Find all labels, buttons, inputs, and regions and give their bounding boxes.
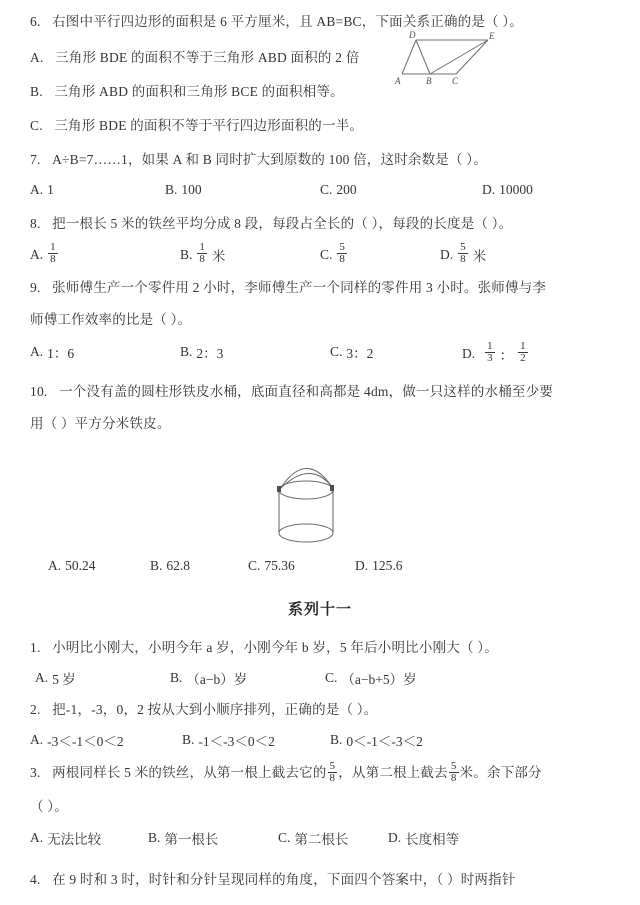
option-text: 2：3 — [196, 346, 224, 361]
s2-question-1-number: 1. — [30, 640, 41, 655]
vertex-label-b: B — [426, 76, 432, 86]
option-text: 100 — [181, 182, 202, 197]
fraction-denominator: 8 — [460, 253, 466, 266]
option-unit: 米 — [472, 248, 487, 264]
vertex-label-d: D — [409, 30, 416, 40]
option-text: 0＜-1＜-3＜2 — [346, 734, 423, 749]
parallelogram-diagram — [394, 30, 498, 86]
option-label: A. — [35, 670, 49, 685]
fraction — [48, 242, 58, 265]
s2-question-1-options — [0, 668, 640, 694]
option-text: 125.6 — [372, 558, 403, 573]
question-6-option-b[interactable] — [30, 82, 344, 102]
question-10-stem-line1 — [30, 382, 553, 402]
s2-question-4-stem — [30, 870, 516, 890]
question-8-number: 8. — [30, 216, 41, 231]
s2-question-2-option-b[interactable] — [182, 730, 275, 750]
s2-question-2-number: 2. — [30, 702, 41, 717]
fraction — [449, 761, 459, 784]
question-7-option-c[interactable] — [320, 182, 357, 198]
handle-joint-left — [277, 486, 281, 492]
question-7-option-a[interactable] — [30, 182, 54, 198]
option-text: 第二根长 — [294, 832, 349, 847]
question-8-options — [0, 243, 640, 273]
s2-question-2-stem — [30, 700, 377, 720]
handle-joint-right — [330, 485, 334, 491]
option-label: A. — [30, 182, 44, 197]
question-10-option-c[interactable] — [248, 558, 295, 574]
fraction-numerator: 1 — [487, 340, 493, 352]
option-label: B. — [170, 670, 183, 685]
fraction-denominator: 8 — [329, 772, 336, 785]
s2-question-1-option-c[interactable] — [325, 668, 417, 688]
question-7-text: A÷B=7……1，如果 A 和 B 同时扩大到原数的 100 倍，这时余数是（ ）。 — [52, 152, 487, 167]
option-text: 三角形 BDE 的面积不等于三角形 ABD 面积的 2 倍 — [55, 50, 360, 65]
option-label: C. — [248, 558, 261, 573]
question-7-stem — [30, 150, 487, 170]
fraction-denominator: 3 — [487, 352, 493, 365]
option-text: （a−b）岁 — [186, 672, 248, 687]
question-9-option-d[interactable] — [462, 342, 529, 365]
question-9-text-line1: 张师傅生产一个零件用 2 小时，李师傅生产一个同样的零件用 3 小时。张师傅与李 — [52, 280, 547, 295]
option-text: 75.36 — [264, 558, 295, 573]
question-8-stem — [30, 214, 512, 234]
option-label: B. — [150, 558, 163, 573]
question-9-stem-line2: 师傅工作效率的比是（ ）。 — [30, 312, 192, 327]
option-unit: 米 — [211, 248, 226, 264]
question-10-option-a[interactable] — [48, 558, 96, 574]
question-8-option-b[interactable] — [180, 243, 225, 266]
option-text: -3＜-1＜0＜2 — [47, 734, 124, 749]
fraction — [485, 341, 495, 364]
option-label: C. — [278, 830, 291, 845]
question-8-option-c[interactable] — [320, 243, 352, 266]
s2-question-3-option-b[interactable] — [148, 828, 218, 848]
question-10-stem-line2: 用（ ）平方分米铁皮。 — [30, 416, 171, 431]
s2-question-2-text: 把-1，-3，0，2 按从大到小顺序排列，正确的是（ ）。 — [52, 702, 378, 717]
question-10-number: 10. — [30, 384, 48, 399]
question-8-option-a[interactable] — [30, 243, 63, 266]
s2-question-4-number: 4. — [30, 872, 41, 887]
question-9-option-a[interactable] — [30, 342, 74, 362]
s2-question-3-option-c[interactable] — [278, 828, 348, 848]
vertex-label-a: A — [395, 76, 401, 86]
question-9-options — [0, 342, 640, 372]
fraction-denominator: 8 — [50, 253, 56, 266]
option-text: 62.8 — [166, 558, 191, 573]
question-8-option-d[interactable] — [440, 243, 486, 266]
question-6-number: 6. — [30, 14, 41, 29]
s2-question-1-text: 小明比小刚大，小明今年 a 岁，小刚今年 b 岁，5 年后小明比小刚大（ ）。 — [52, 640, 498, 655]
question-9-number: 9. — [30, 280, 41, 295]
option-label: D. — [482, 182, 496, 197]
question-8-text: 把一根长 5 米的铁丝平均分成 8 段，每段占全长的（ ），每段的长度是（ ）。 — [52, 216, 513, 231]
option-label: A. — [30, 732, 44, 747]
s2-question-4-text: 在 9 时和 3 时，时针和分针呈现同样的角度，下面四个答案中，（ ）时两指针 — [52, 872, 516, 887]
option-label: C. — [30, 118, 43, 133]
s2-question-3-text-part1: 两根同样长 5 米的铁丝，从第一根上截去它的 — [52, 764, 327, 780]
option-label: A. — [30, 246, 44, 262]
ratio-separator: ： — [499, 347, 514, 363]
option-text: 无法比较 — [47, 832, 102, 847]
option-text: （a−b+5）岁 — [341, 672, 417, 687]
option-text: 5 岁 — [52, 672, 76, 687]
question-7-option-b[interactable] — [165, 182, 202, 198]
s2-question-1-option-b[interactable] — [170, 668, 247, 688]
question-7-option-d[interactable] — [482, 182, 533, 198]
fraction — [328, 761, 338, 784]
fraction — [197, 242, 207, 265]
option-label: B. — [165, 182, 178, 197]
section-heading: 系列十一 — [287, 601, 352, 618]
fraction — [337, 242, 347, 265]
question-10-text-line1: 一个没有盖的圆柱形铁皮水桶，底面直径和高都是 4dm，做一只这样的水桶至少要 — [59, 384, 554, 399]
option-label: A. — [30, 830, 44, 845]
option-text: 3：2 — [346, 346, 374, 361]
question-7-options — [0, 182, 640, 208]
s2-question-2-option-a[interactable] — [30, 730, 124, 750]
vertex-label-c: C — [452, 76, 459, 86]
option-label: C. — [320, 182, 333, 197]
option-label: D. — [462, 345, 476, 361]
option-text: 长度相等 — [405, 832, 460, 847]
s2-question-3-option-d[interactable] — [388, 828, 459, 848]
option-text: 10000 — [499, 182, 533, 197]
option-text: 三角形 BDE 的面积不等于平行四边形面积的一半。 — [54, 118, 364, 133]
fraction-denominator: 2 — [520, 352, 526, 365]
s2-question-3-text-part3: 米。余下部分 — [459, 764, 542, 780]
s2-question-2-options — [0, 730, 640, 756]
question-9-option-c[interactable] — [330, 342, 373, 362]
question-9-option-b[interactable] — [180, 342, 223, 362]
fraction-numerator: 5 — [329, 760, 336, 772]
option-label: D. — [388, 830, 402, 845]
option-label: D. — [440, 246, 454, 262]
fraction-numerator: 5 — [460, 241, 466, 253]
fraction-numerator: 1 — [50, 241, 56, 253]
option-label: B. — [182, 732, 195, 747]
question-6-option-a[interactable] — [30, 48, 359, 68]
question-10-option-d[interactable] — [355, 558, 403, 574]
s2-question-3-number: 3. — [30, 764, 41, 780]
s2-question-3-text-part2: ，从第二根上截去 — [338, 764, 448, 780]
option-text: 50.24 — [65, 558, 96, 573]
question-10-options — [0, 558, 640, 584]
option-label: A. — [48, 558, 62, 573]
option-label: B. — [180, 246, 193, 262]
option-text: 三角形 ABD 的面积和三角形 BCE 的面积相等。 — [54, 84, 344, 99]
fraction — [518, 341, 528, 364]
option-label: A. — [30, 50, 44, 65]
s2-question-3-stem-line2: （ ）。 — [30, 799, 68, 814]
s2-question-1-stem — [30, 638, 498, 658]
option-text: -1＜-3＜0＜2 — [198, 734, 275, 749]
option-label: A. — [30, 344, 44, 359]
fraction-denominator: 8 — [199, 253, 205, 266]
s2-question-3-stem-line1 — [30, 762, 542, 785]
option-text: 1 — [47, 182, 54, 197]
option-label: C. — [325, 670, 338, 685]
option-label: C. — [320, 246, 333, 262]
s2-question-3-option-a[interactable] — [30, 828, 101, 848]
s2-question-2-option-c[interactable] — [330, 730, 423, 750]
option-label: B. — [148, 830, 161, 845]
question-6-option-c[interactable] — [30, 116, 363, 136]
fraction-numerator: 1 — [199, 241, 205, 253]
question-10-option-b[interactable] — [150, 558, 190, 574]
fraction-numerator: 5 — [339, 241, 345, 253]
s2-question-3-options — [0, 828, 640, 854]
s2-question-1-option-a[interactable] — [35, 668, 76, 688]
option-text: 1：6 — [47, 346, 75, 361]
vertex-label-e: E — [489, 31, 495, 41]
question-7-number: 7. — [30, 152, 41, 167]
fraction — [458, 242, 468, 265]
question-9-stem-line1 — [30, 278, 546, 298]
option-label: C. — [330, 344, 343, 359]
cylinder-bucket-diagram — [258, 445, 378, 550]
question-6-text: 右图中平行四边形的面积是 6 平方厘米，且 AB=BC，下面关系正确的是（ ）。 — [52, 14, 523, 29]
fraction-denominator: 8 — [339, 253, 345, 266]
option-label: D. — [355, 558, 369, 573]
option-text: 第一根长 — [164, 832, 219, 847]
option-label: B. — [30, 84, 43, 99]
fraction-numerator: 1 — [520, 340, 526, 352]
fraction-numerator: 5 — [450, 760, 457, 772]
option-label: B. — [180, 344, 193, 359]
option-label: B. — [330, 732, 343, 747]
option-text: 200 — [336, 182, 357, 197]
fraction-denominator: 8 — [450, 772, 457, 785]
